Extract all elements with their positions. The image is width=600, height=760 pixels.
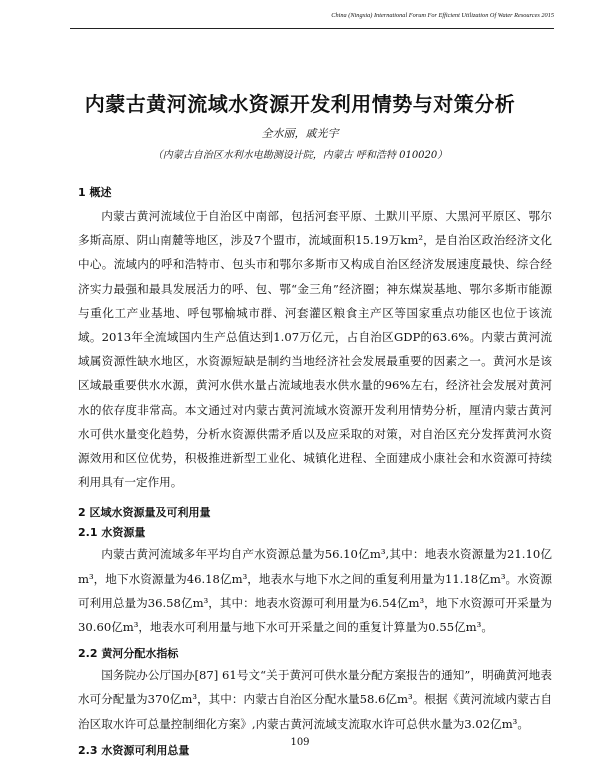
paper-body: [78, 184, 552, 760]
section-2-2-heading: 2.2 黄河分配水指标: [78, 647, 179, 661]
paper-authors: 全水丽，戚光宇: [261, 127, 339, 140]
section-1-heading: 1 概述: [78, 186, 112, 199]
page-number: 109: [290, 737, 310, 748]
header-rule: [70, 28, 554, 29]
section-2-1-paragraph: 内蒙古黄河流域多年平均自产水资源总量为56.10亿m³,其中：地表水资源量为21.10亿m³，地下水资源量为46.18亿m³，地表水与地下水之间的重复利用量为11.18亿m³。水资源可利用总量为36.58亿m³，其中：地表水资源可利用量为6.54亿m³，地下水资源可开采量为30.60亿m³，地表水可利用量与地下水可开采量之间的重复计算量为0.55亿m³。: [78, 547, 552, 635]
section-2-1-heading: 2.1 水资源量: [78, 526, 146, 540]
section-2-heading: 2 区域水资源量及可利用量: [78, 506, 211, 520]
running-header: China (Ningxia) International Forum For Efficient Utilization Of Water Resources 2015: [331, 12, 554, 19]
section-2-3-heading: 2.3 水资源可利用总量: [78, 743, 190, 757]
section-1-paragraph: 内蒙古黄河流域位于自治区中南部，包括河套平原、土默川平原、大黑河平原区、鄂尔多斯高原、阴山南麓等地区，涉及7个盟市，流域面积15.19万km²，是自治区政治经济文化中心。流域内的呼和浩特市、包头市和鄂尔多斯市又构成自治区经济发展速度最快、综合经济实力最强和最具发展活力的呼、包、鄂“金三角”经济圈；神东煤炭基地、鄂尔多斯市能源与重化工产业基地、呼包鄂榆城市群、河套灌区粮食主产区等国家重点功能区也位于该流域。2013年全流域国内生产总值达到1.07万亿元，占自治区GDP的63.6%。内蒙古黄河流域属资源性缺水地区，水资源短缺是制约当地经济社会发展最重要的因素之一。黄河水是该区域最重要供水水源，黄河水供水量占流域地表水供水量的96%左右，经济社会发展对黄河水的依存度非常高。本文通过对内蒙古黄河流域水资源开发利用情势分析，厘清内蒙古黄河水可供水量变化趋势，分析水资源供需矛盾以及应采取的对策，对自治区充分发挥黄河水资源效用和区位优势，积极推进新型工业化、城镇化进程、全面建成小康社会和水资源可持续利用具有一定作用。: [78, 209, 552, 490]
paper-affiliation: （内蒙古自治区水利水电勘测设计院，内蒙古 呼和浩特 010020）: [152, 150, 448, 161]
paper-title: 内蒙古黄河流域水资源开发利用情势与对策分析: [84, 92, 516, 116]
section-2-2-paragraph: 国务院办公厅国办[87] 61号文“关于黄河可供水量分配方案报告的通知”，明确黄河地表水可分配量为370亿m³，其中：内蒙古自治区分配水量58.6亿m³。根据《黄河流域内蒙古自治区取水许可总量控制细化方案》,内蒙古黄河流域支流取水许可总供水量为3.02亿m³。: [78, 668, 552, 731]
